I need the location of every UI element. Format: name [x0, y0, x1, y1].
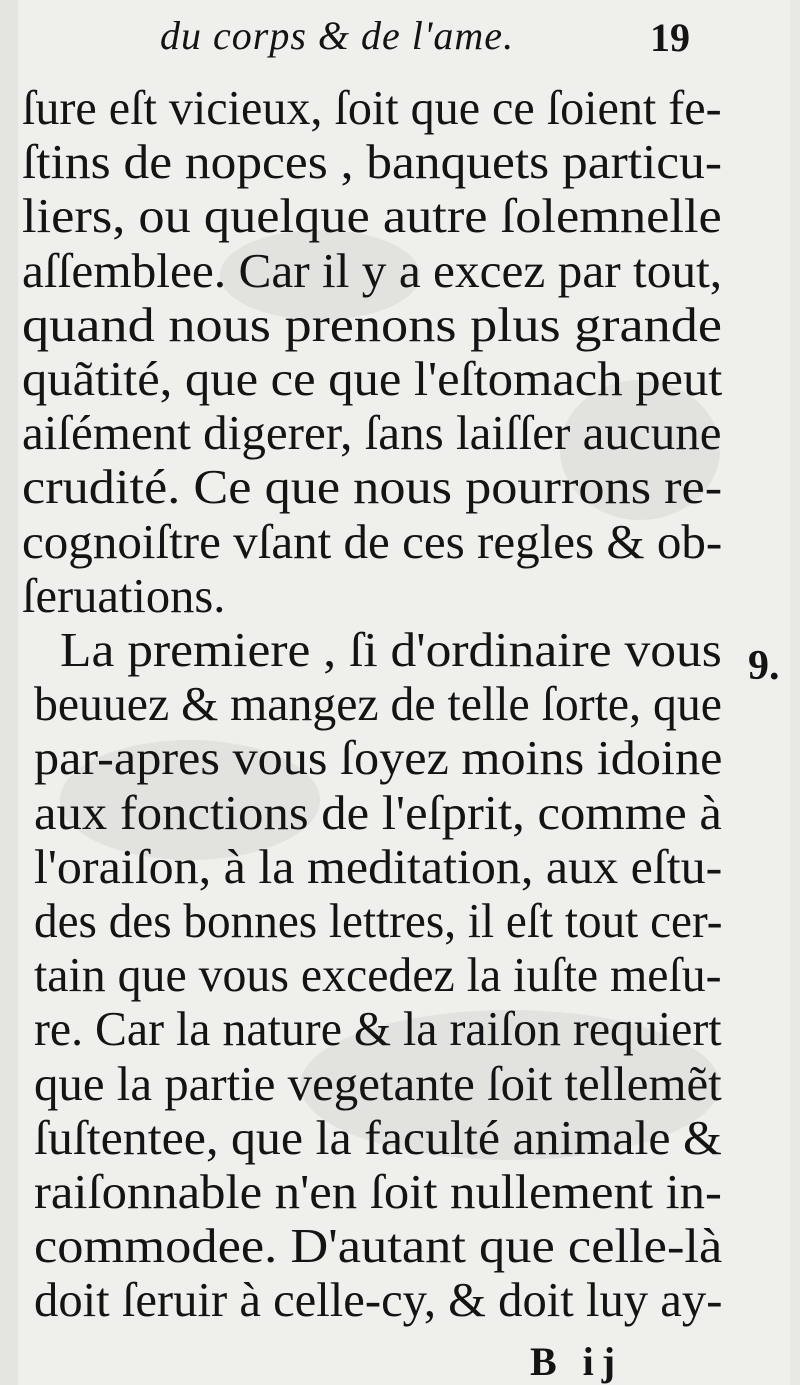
- text-line: quand nous prenons plus grande: [22, 298, 723, 352]
- text-line: ſuſtentee, que la faculté animale &: [34, 1111, 722, 1165]
- text-line: re. Car la nature & la raiſon requiert: [34, 1003, 722, 1057]
- margin-note: 9.: [748, 643, 780, 689]
- text-line: crudité. Ce que nous pourrons re-: [22, 461, 723, 515]
- text-line: ſtins de nopces , banquets particu-: [22, 136, 722, 190]
- text-line: commodee. D'autant que celle-là: [34, 1220, 723, 1274]
- text-line: tain que vous excedez la iuſte meſu-: [34, 949, 722, 1003]
- text-line: que la partie vegetante ſoit tellemẽt: [34, 1057, 722, 1111]
- text-line: par-apres vous ſoyez moins idoine: [34, 732, 723, 786]
- page-number: 19: [650, 15, 690, 60]
- text-line: l'oraiſon, à la meditation, aux eſtu-: [34, 840, 723, 894]
- signature-mark: B ij: [530, 1339, 624, 1384]
- text-line: beuuez & mangez de telle ſorte, que: [34, 678, 722, 732]
- text-line: ſeruations.: [22, 569, 226, 623]
- text-line: La premiere , ſi d'ordinaire vous: [60, 624, 722, 677]
- running-head: du corps & de l'ame.: [160, 13, 515, 58]
- text-line: aiſément digerer, ſans laiſſer aucune: [22, 407, 722, 461]
- text-line: quãtité, que ce que l'eſtomach peut: [22, 353, 723, 406]
- text-line: liers, ou quelque autre ſolemnelle: [22, 190, 722, 244]
- text-line: ſure eſt vicieux, ſoit que ce ſoient fe-: [22, 82, 722, 135]
- text-line: raiſonnable n'en ſoit nullement in-: [34, 1166, 722, 1219]
- text-line: cognoiſtre vſant de ces regles & ob-: [22, 515, 723, 569]
- text-line: aſſemblee. Car il y a excez par tout,: [22, 244, 723, 298]
- text-line: doit ſeruir à celle-cy, & doit luy ay-: [34, 1274, 723, 1328]
- text-line: des des bonnes lettres, il eſt tout cer-: [34, 895, 723, 948]
- text-line: aux fonctions de l'eſprit, comme à: [34, 786, 722, 840]
